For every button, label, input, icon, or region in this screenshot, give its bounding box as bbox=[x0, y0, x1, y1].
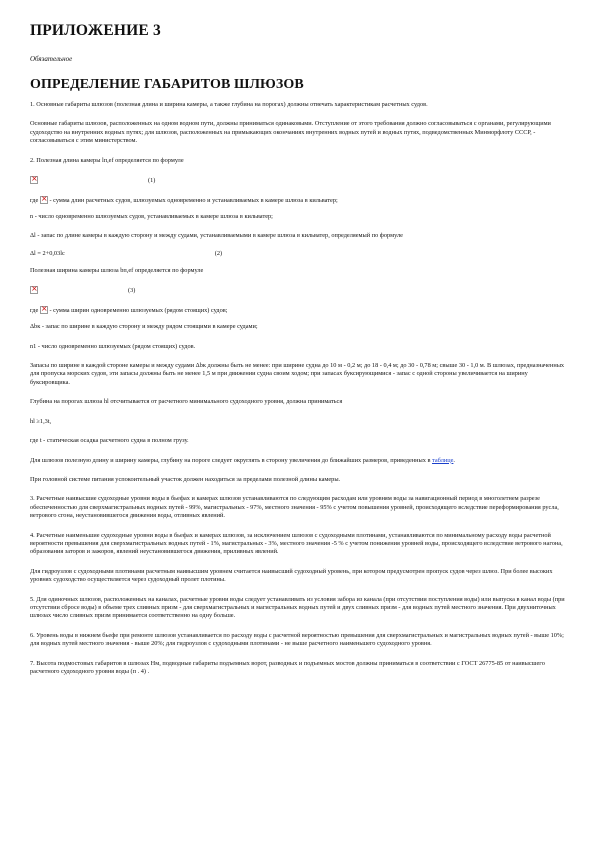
paragraph-depth: Глубина на порогах шлюза hl отсчитывается от расчетного минимального судоходного уровня, должна приниматься bbox=[30, 398, 343, 406]
formula-2-number: (2) bbox=[214, 250, 223, 258]
appendix-title: ПРИЛОЖЕНИЕ 3 bbox=[30, 22, 161, 39]
definition-text-2: - сумма ширин одновременно шлюзуемых (рядом стоящих) судов; bbox=[49, 306, 228, 314]
paragraph-width-margins: Запасы по ширине в каждой стороне камеры и между судами Δbк должны быть не менее: при ширине судна до 10 м - 0,2 м; до 18 - 0,4 м; до 30 - 0,78 м; свыше 30 - 1,0 м. В шлюзах, предназначенных для пропуска морских судов, эти запасы должны быть не менее 1,5 м при движении судна своим ходом; при запасах буксирующимися - запас с одной стороны увеличивается на ширину буксировщика. bbox=[30, 362, 565, 386]
formula-2 bbox=[30, 247, 565, 261]
formula-3 bbox=[30, 283, 565, 297]
definition-row-1 bbox=[30, 193, 565, 207]
broken-image-icon bbox=[40, 196, 48, 204]
paragraph-n1: n1 - число одновременно шлюзуемых (рядом стоящих) судов. bbox=[30, 342, 196, 350]
section-heading: ОПРЕДЕЛЕНИЕ ГАБАРИТОВ ШЛЮЗОВ bbox=[30, 77, 304, 92]
table-link[interactable]: таблице bbox=[432, 456, 454, 464]
paragraph-draft: где t - статическая осадка расчетного судна в полном грузу. bbox=[30, 437, 189, 445]
formula-2-text: Δl = 2+0,03lс bbox=[30, 250, 65, 258]
broken-image-icon bbox=[40, 306, 48, 314]
where-label: где bbox=[30, 306, 39, 314]
formula-1-number: (1) bbox=[148, 176, 156, 184]
paragraph-7-clearance: 7. Высота подмостовых габаритов в шлюзах Hм, подводные габариты подъемных ворот, разводных и подъемных мостов должны приниматься в соответствии с ГОСТ 26775-85 от наивысшего расчетного судоходного уровня воды (п . 4) . bbox=[30, 659, 545, 675]
formula-depth: hl ≥1,3t, bbox=[30, 417, 52, 425]
paragraph-rounding bbox=[30, 457, 565, 465]
appendix-note: Обязательное bbox=[30, 55, 73, 63]
formula-3-number: (3) bbox=[128, 286, 136, 294]
formula-1 bbox=[30, 173, 565, 187]
paragraph-2: Основные габариты шлюзов, расположенных на одном водном пути, должны приниматься одинаковыми. Отступление от этого требования должно согласовываться с органами, регулирующими судоходство на внутренних водных путях; для шлюзов, расположенных на примыкающих окончаниях внутренних водных путей и водных путях, подведомственных Минморфлоту СССР, - согласовываться с этим министерством. bbox=[30, 120, 551, 145]
paragraph-1: 1. Основные габариты шлюзов (полезная длина и ширина камеры, а также глубина на порогах) должны отвечать характеристикам расчетных судов. bbox=[30, 101, 428, 108]
paragraph-delta-l: Δl - запас по длине камеры в каждую сторону и между судами, устанавливаемыми в камере шлюза в кильватер, определяемый по формуле bbox=[30, 232, 403, 240]
paragraph-5-canals: 5. Для одиночных шлюзов, расположенных на каналах, расчетные уровни воды следует устанавливать из условия забора из канала (при отсутствии поступления воды) или выпуска в канал воды (при отсутствии сбросе воды) в объеме трех сливных призм - для сверхмагистральных и магистральных водных путей и двух сливных призм - для водных путей местного значения. При двухниточных шлюзах число сливных призм принимается соответственно на одну больше. bbox=[30, 595, 565, 620]
paragraph-feed-system: При головной системе питания успокоительный участок должен находиться за пределами полезной длины камеры. bbox=[30, 475, 341, 483]
paragraph-width: Полезная ширина камеры шлюза bп,ef определяется по формуле bbox=[30, 266, 204, 274]
broken-image-icon bbox=[30, 286, 38, 294]
paragraph-3: 2. Полезная длина камеры lп,ef определяется по формуле bbox=[30, 156, 184, 164]
paragraph-6-repair: 6. Уровень воды в нижнем бьефе при ремонте шлюзов устанавливается по расходу воды с расчетной вероятностью превышения для сверхмагистральных и магистральных водных путей - выше 10%; для водных путей местного значения - выше 20%; для гидроузлов с судоходными плотинами - не выше расчетного наименьшего судоходного уровня. bbox=[30, 631, 564, 648]
rounding-text: Для шлюзов полезную длину и ширину камеры, глубину на пороге следует округлять в сторону увеличения до ближайших размеров, приведенных в bbox=[30, 456, 431, 464]
definition-text-1: - сумма длин расчетных судов, шлюзуемых одновременно и устанавливаемых в камере шлюза в кильватер; bbox=[49, 196, 338, 204]
paragraph-dams: Для гидроузлов с судоходными плотинами расчетным наивысшим уровнем считается наивысший судоходный уровень, при котором предусмотрен пропуск судов через шлюз. При более высоких уровнях судоходство осуществляется через судоходный пролет плотины. bbox=[30, 567, 553, 584]
paragraph-4-levels: 4. Расчетные наименьшие судоходные уровни воды в бьефах и камерах шлюзов, за исключением шлюзов с судоходными плотинами, устанавливаются по минимальному расходу воды расчетной вероятности превышения для сверхмагистральных водных путей - 1%, магистральных - 3%, местного значения -5 % с учетом понижения уровней воды, происходящего вследствие ветрового нагона, образования заторов и зажоров, явлений неустановившегося движения, приливных явлений. bbox=[30, 531, 563, 556]
rounding-end: . bbox=[453, 456, 455, 464]
paragraph-n: n - число одновременно шлюзуемых судов, устанавливаемых в камере шлюза в кильватер; bbox=[30, 213, 273, 221]
paragraph-3-levels: 3. Расчетные наивысшие судоходные уровни воды в бьефах и камерах шлюзов устанавливаются по следующим расходам или уровням воды за навигационный период в многолетнем разрезе обеспеченностью для сверхмагистральных водных путей - 99%, магистральных - 97%, местного значения - 95% с учетом повышения уровней, происходящего вследствие переформирования русла, ветрового сгона, неустановившегося движения воды, отливных явлений. bbox=[30, 495, 559, 520]
broken-image-icon bbox=[30, 176, 38, 184]
paragraph-delta-b: Δbк - запас по ширине в каждую сторону и между рядом стоящими в камере судами; bbox=[30, 323, 258, 331]
definition-row-2 bbox=[30, 303, 565, 317]
document-page bbox=[30, 22, 565, 676]
where-label: где bbox=[30, 196, 39, 204]
